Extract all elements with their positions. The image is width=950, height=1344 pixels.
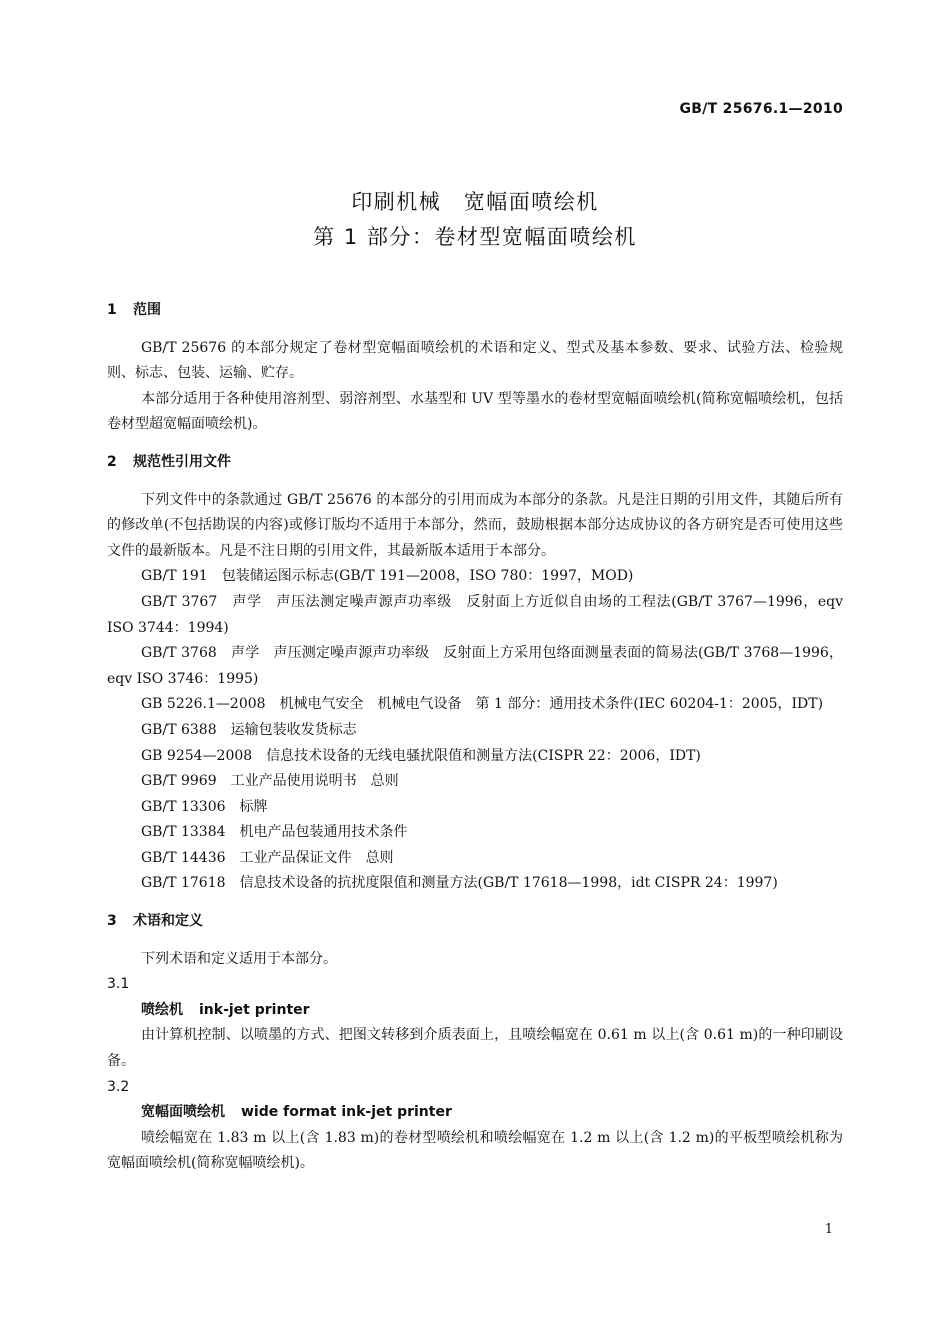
section-heading-normative-references: [107, 450, 843, 476]
term-definition: 喷绘幅宽在 1.83 m 以上(含 1.83 m)的卷材型喷绘机和喷绘幅宽在 1.2 m 以上(含 1.2 m)的平板型喷绘机称为宽幅面喷绘机(简称宽幅喷绘机)。: [107, 1129, 843, 1172]
reference-item: GB/T 17618 信息技术设备的抗扰度限值和测量方法(GB/T 17618—1998，idt CISPR 24：1997): [141, 875, 778, 892]
section-title: 范围: [133, 302, 161, 318]
document-title-line2: 第 1 部分：卷材型宽幅面喷绘机: [313, 225, 637, 249]
term-zh: 喷绘机: [141, 1001, 183, 1018]
reference-item: GB/T 6388 运输包装收发货标志: [141, 721, 357, 738]
term-en: wide format ink-jet printer: [241, 1104, 452, 1121]
term-title: [107, 998, 843, 1024]
paragraph: 下列术语和定义适用于本部分。: [141, 950, 337, 967]
term-zh: 宽幅面喷绘机: [141, 1104, 225, 1121]
term-en: ink-jet printer: [199, 1001, 310, 1018]
term-number: 3.1: [107, 976, 130, 993]
paragraph: GB/T 25676 的本部分规定了卷材型宽幅面喷绘机的术语和定义、型式及基本参数、要求、试验方法、检验规则、标志、包装、运输、贮存。: [107, 339, 843, 382]
reference-item: GB/T 13384 机电产品包装通用技术条件: [141, 824, 408, 841]
paragraph: 下列文件中的条款通过 GB/T 25676 的本部分的引用而成为本部分的条款。凡是注日期的引用文件，其随后所有的修改单(不包括勘误的内容)或修订版均不适用于本部分，然而，鼓励根据本部分达成协议的各方研究是否可使用这些文件的最新版本。凡是不注日期的引用文件，其最新版本适用于本部分。: [107, 491, 843, 559]
section-number: 1: [107, 302, 117, 318]
section-title: 术语和定义: [133, 913, 203, 930]
page-number: 1: [824, 1222, 833, 1237]
reference-item: GB/T 3767 声学 声压法测定噪声源声功率级 反射面上方近似自由场的工程法(GB/T 3767—1996，eqv ISO 3744：1994): [107, 593, 843, 636]
term-title: [107, 1100, 843, 1126]
reference-item: GB/T 191 包装储运图示标志(GB/T 191—2008，ISO 780：1997，MOD): [141, 568, 634, 585]
paragraph: 本部分适用于各种使用溶剂型、弱溶剂型、水基型和 UV 型等墨水的卷材型宽幅面喷绘机(简称宽幅喷绘机，包括卷材型超宽幅面喷绘机)。: [107, 390, 843, 433]
term-number: 3.2: [107, 1078, 130, 1095]
reference-item: GB/T 9969 工业产品使用说明书 总则: [141, 773, 399, 790]
term-definition: 由计算机控制、以喷墨的方式、把图文转移到介质表面上，且喷绘幅宽在 0.61 m 以上(含 0.61 m)的一种印刷设备。: [107, 1027, 843, 1070]
document-title-line1: 印刷机械 宽幅面喷绘机: [351, 190, 599, 214]
reference-item: GB/T 13306 标牌: [141, 798, 268, 815]
standard-code: GB/T 25676.1—2010: [679, 101, 843, 117]
section-number: 2: [107, 453, 117, 470]
reference-item: GB/T 14436 工业产品保证文件 总则: [141, 849, 394, 866]
reference-item: GB 9254—2008 信息技术设备的无线电骚扰限值和测量方法(CISPR 22：2006，IDT): [141, 747, 701, 764]
section-heading-terms-definitions: [107, 909, 843, 935]
document-body: [107, 298, 843, 1177]
section-number: 3: [107, 913, 117, 930]
reference-item: GB/T 3768 声学 声压测定噪声源声功率级 反射面上方采用包络面测量表面的简易法(GB/T 3768—1996，eqv ISO 3746：1995): [107, 645, 843, 687]
section-title: 规范性引用文件: [133, 453, 231, 470]
reference-item: GB 5226.1—2008 机械电气安全 机械电气设备 第 1 部分：通用技术条件(IEC 60204-1：2005，IDT): [141, 696, 824, 713]
section-heading-scope: [107, 298, 843, 324]
